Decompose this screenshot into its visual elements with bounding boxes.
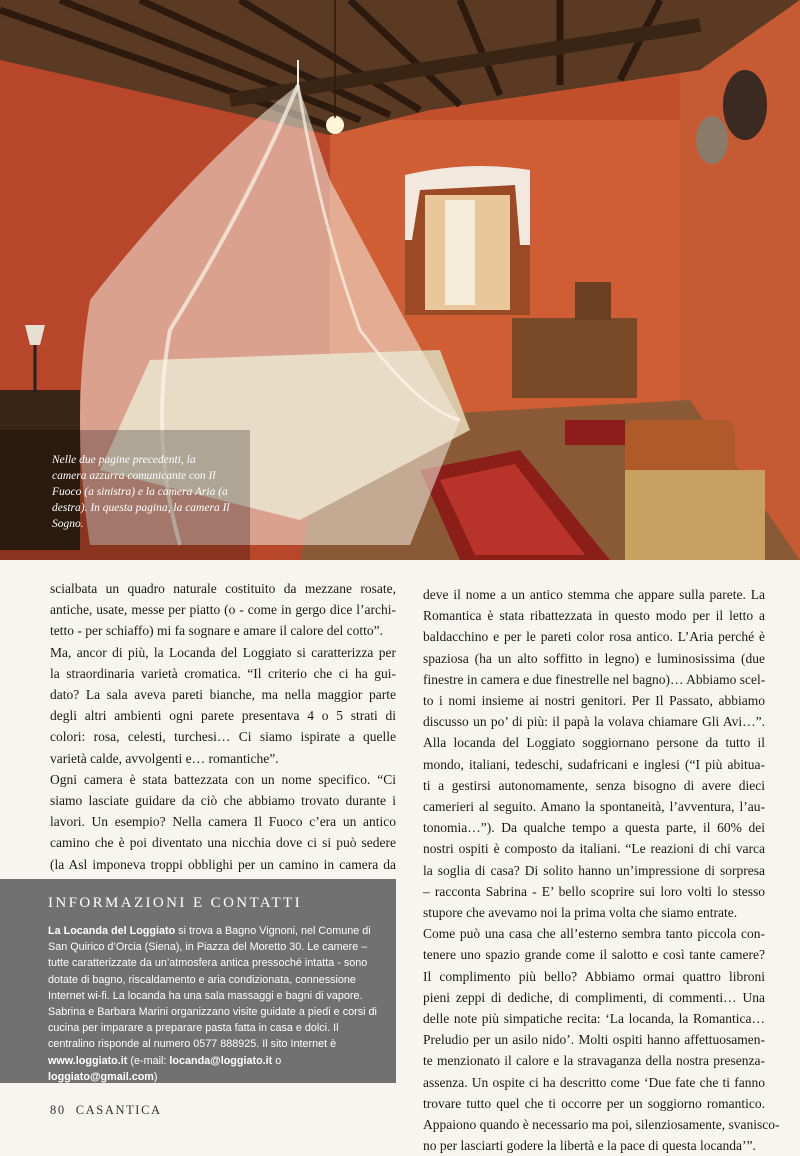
text-line: Preludio per un asilo nido’. Molti ospiti hanno affettuosamen- xyxy=(423,1032,765,1048)
text-line: trovare tutto quel che ti occorre per un soggiorno romantico. xyxy=(423,1095,765,1111)
text-line: colori: rosa, celesti, turchesi… Ci siamo ispirate a quelle xyxy=(50,729,396,745)
text-line: deve il nome a un antico stemma che appare sulla parete. La xyxy=(423,587,765,602)
text-line: te menzionato il calore e la stravaganza della nostra presenza- xyxy=(423,1053,765,1069)
email-link-secondary[interactable]: loggiato@gmail.com xyxy=(48,1070,154,1083)
text-line: – racconta Sabrina - E’ bello scoprire sui loro volti lo stesso xyxy=(423,883,765,899)
text-line: camerieri al seguito. Amano la spontaneità, l’avventura, l’au- xyxy=(423,799,765,815)
text-line: discusso un po’ di più: il papà la volava chiamare Gli Avi…”. xyxy=(423,714,765,730)
email-prefix: (e-mail: xyxy=(127,1054,170,1067)
text-line: Romantica è stata ribattezzata in questo modo per il letto a xyxy=(423,608,765,624)
text-line: mondo, italiani, tedeschi, sudafricani e inglesi (“I più abitua- xyxy=(423,756,765,772)
info-box-title: INFORMAZIONI E CONTATTI xyxy=(48,895,302,911)
page-footer xyxy=(50,1103,162,1118)
text-line: to i nomi insieme ai nostri genitori. Per Il Passato, abbiamo xyxy=(423,693,765,709)
text-line: Ogni camera è stata battezzata con un nome specifico. “Ci xyxy=(50,771,396,787)
text-line: lavori. Un esempio? Nella camera Il Fuoco c’era un antico xyxy=(50,814,396,830)
text-line: stupore che avevamo noi la prima volta che siamo entrate. xyxy=(423,905,738,921)
photo-caption: Nelle due pagine precedenti, la camera azzurra comunicante con Il Fuoco (a sinistra) e la camera Aria (a destra). In questa pagina, la camera Il Sogno. xyxy=(52,454,230,530)
page-number: 80 xyxy=(50,1103,66,1117)
text-line: tetto - per schiaffo) mi fa sognare e amare il calore del cotto”. xyxy=(50,623,383,639)
text-line: tenere uno spazio grande come il salotto e così tante camere? xyxy=(423,947,765,963)
email-link-primary[interactable]: locanda@loggiato.it xyxy=(169,1054,273,1067)
article-left-column xyxy=(50,578,396,896)
text-line: Ma, ancor di più, la Locanda del Loggiato si caratterizza per xyxy=(50,644,396,660)
info-text: si trova a Bagno Vignoni, nel Comune di San Quirico d’Orcia (Siena), in Piazza del Moretto 30. Le camere – tutte caratterizzate da un’atmosfera antica pressoché intatta - sono dotate di bagno, riscaldamento e aria condizionata, connessione Internet wi-fi. La locanda ha una sala massaggi e bagni di vapore. Sabrina e Barbara Marini organizzano visite guidate a piedi e corsi di cucina per imparare a preparare pasta fatta in casa e dolci. Il centralino risponde al numero 0577 888925. Il sito Internet è xyxy=(48,925,377,1051)
text-line: spaziosa (ha un alto soffitto in legno) e luminosissima (due xyxy=(423,650,765,666)
text-line: la soglia di casa? Di solito hanno un’impressione di sorpresa xyxy=(423,862,765,878)
locanda-name: La Locanda del Loggiato xyxy=(48,925,176,937)
website-link[interactable]: www.loggiato.it xyxy=(48,1054,128,1067)
text-line: degli altri ambienti ogni parete presentava 4 o 5 strati di xyxy=(50,708,396,724)
info-box-body xyxy=(48,923,380,1085)
text-line: (la Asl imponeva troppi obblighi per un camino in camera da xyxy=(50,856,396,872)
text-line: ti a gestirsi autonomamente, senza bisogno di avere dieci xyxy=(423,777,765,793)
text-line: nostri ospiti è composto da italiani. “Le reazioni di chi varca xyxy=(423,841,765,857)
bedroom-photo xyxy=(0,0,800,560)
text-line: Alla locanda del Loggiato soggiornano persone da tutto il xyxy=(423,735,765,751)
text-line: siamo lasciate guidare da ciò che abbiamo trovato durante i xyxy=(50,793,396,809)
text-line: scialbata un quadro naturale costituito da mezzane rosate, xyxy=(50,581,396,596)
text-line: dato? La sala aveva pareti bianche, ma nella maggior parte xyxy=(50,687,396,703)
text-line: finestre in camera e due finestrelle nel bagno)… Abbiamo scel- xyxy=(423,671,766,687)
text-line: Come può una casa che all’esterno sembra tanto piccola con- xyxy=(423,926,765,942)
text-line: la straordinaria varietà cromatica. “Il criterio che ci ha gui- xyxy=(50,665,396,681)
text-line: Appaiono quando è necessario ma poi, silenziosamente, svanisco- xyxy=(423,1117,780,1133)
email-suffix: ) xyxy=(153,1070,158,1083)
text-line: assenza. Un ospite ci ha descritto come ‘Due fate che ti fanno xyxy=(423,1074,765,1090)
text-line: delle note più simpatiche recita: ‘La locanda, la Romantica… xyxy=(423,1011,765,1027)
text-line: baldacchino e per le pareti color rosa antico. L’Aria perché è xyxy=(423,629,765,645)
email-separator: o xyxy=(272,1054,282,1067)
text-line: no per lasciarti godere la libertà e la pace di questa locanda’”. xyxy=(423,1138,756,1154)
text-line: Il complimento più bello? Abbiamo ormai quattro libroni xyxy=(423,968,765,984)
text-line: pieni zeppi di dediche, di complimenti, di commenti… Una xyxy=(423,989,765,1005)
text-line: varietà calde, avvolgenti e… romantiche”. xyxy=(50,750,279,766)
info-box xyxy=(0,879,396,1083)
text-line: tonomia…”). Da qualche tempo a questa parte, il 60% dei xyxy=(423,820,765,836)
text-line: camino che è poi diventato una nicchia dove ci si può sedere xyxy=(50,835,396,851)
magazine-name: CASANTICA xyxy=(75,1103,162,1117)
article-right-column xyxy=(423,584,780,1156)
text-line: antiche, usate, messe per piatto (o - come in gergo dice l’archi- xyxy=(50,602,396,618)
